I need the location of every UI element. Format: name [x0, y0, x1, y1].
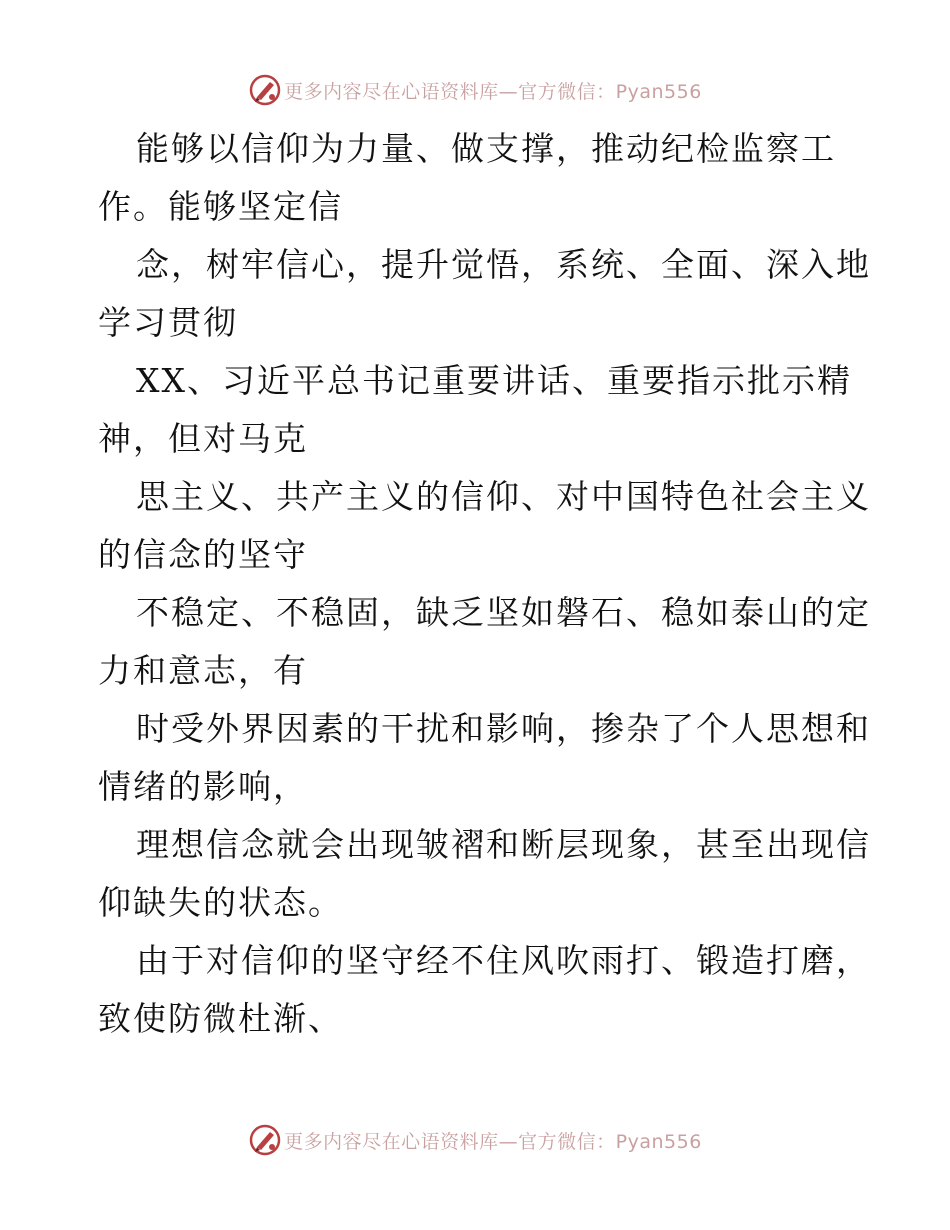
header-watermark-text: 更多内容尽在心语资料库—官方微信：Pyan556 — [284, 80, 702, 103]
text-line: 仰缺失的状态。 — [98, 883, 343, 922]
paragraph — [98, 584, 871, 700]
text-line: 的信念的坚守 — [98, 535, 308, 574]
footer-watermark-text: 更多内容尽在心语资料库—官方微信：Pyan556 — [284, 1130, 702, 1153]
paragraph — [98, 120, 858, 236]
text-line: 思主义、共产主义的信仰、对中国特色社会主义 — [136, 477, 871, 516]
text-line: 不稳定、不稳固，缺乏坚如磐石、稳如泰山的定 — [136, 593, 871, 632]
text-line: 时受外界因素的干扰和影响，掺杂了个人思想和 — [136, 709, 871, 748]
text-line: 念，树牢信心，提升觉悟，系统、全面、深入地 — [136, 245, 871, 284]
paragraph — [98, 352, 858, 468]
paragraph — [98, 816, 871, 932]
text-line: 情绪的影响， — [98, 767, 308, 806]
text-line: 致使防微杜渐、 — [98, 999, 343, 1038]
text-line: 力和意志，有 — [98, 651, 308, 690]
paragraph — [98, 700, 871, 816]
text-line: 学习贯彻 — [98, 303, 238, 342]
text-line: 由于对信仰的坚守经不住风吹雨打、锻造打磨， — [136, 941, 871, 980]
header-watermark — [0, 70, 950, 110]
document-body — [98, 120, 871, 1048]
quill-pen-logo-icon — [248, 1123, 282, 1157]
text-line: 理想信念就会出现皱褶和断层现象，甚至出现信 — [136, 825, 871, 864]
text-line: 能够以信仰为力量、做支撑，推动纪检监察工 — [136, 129, 836, 168]
paragraph — [98, 932, 871, 1048]
paragraph — [98, 468, 871, 584]
footer-watermark — [0, 1120, 950, 1160]
text-line: 神，但对马克 — [98, 419, 308, 458]
quill-pen-logo-icon — [248, 73, 282, 107]
text-line: 作。能够坚定信 — [98, 187, 343, 226]
text-line: XX、习近平总书记重要讲话、重要指示批示精 — [136, 361, 852, 400]
paragraph — [98, 236, 871, 352]
